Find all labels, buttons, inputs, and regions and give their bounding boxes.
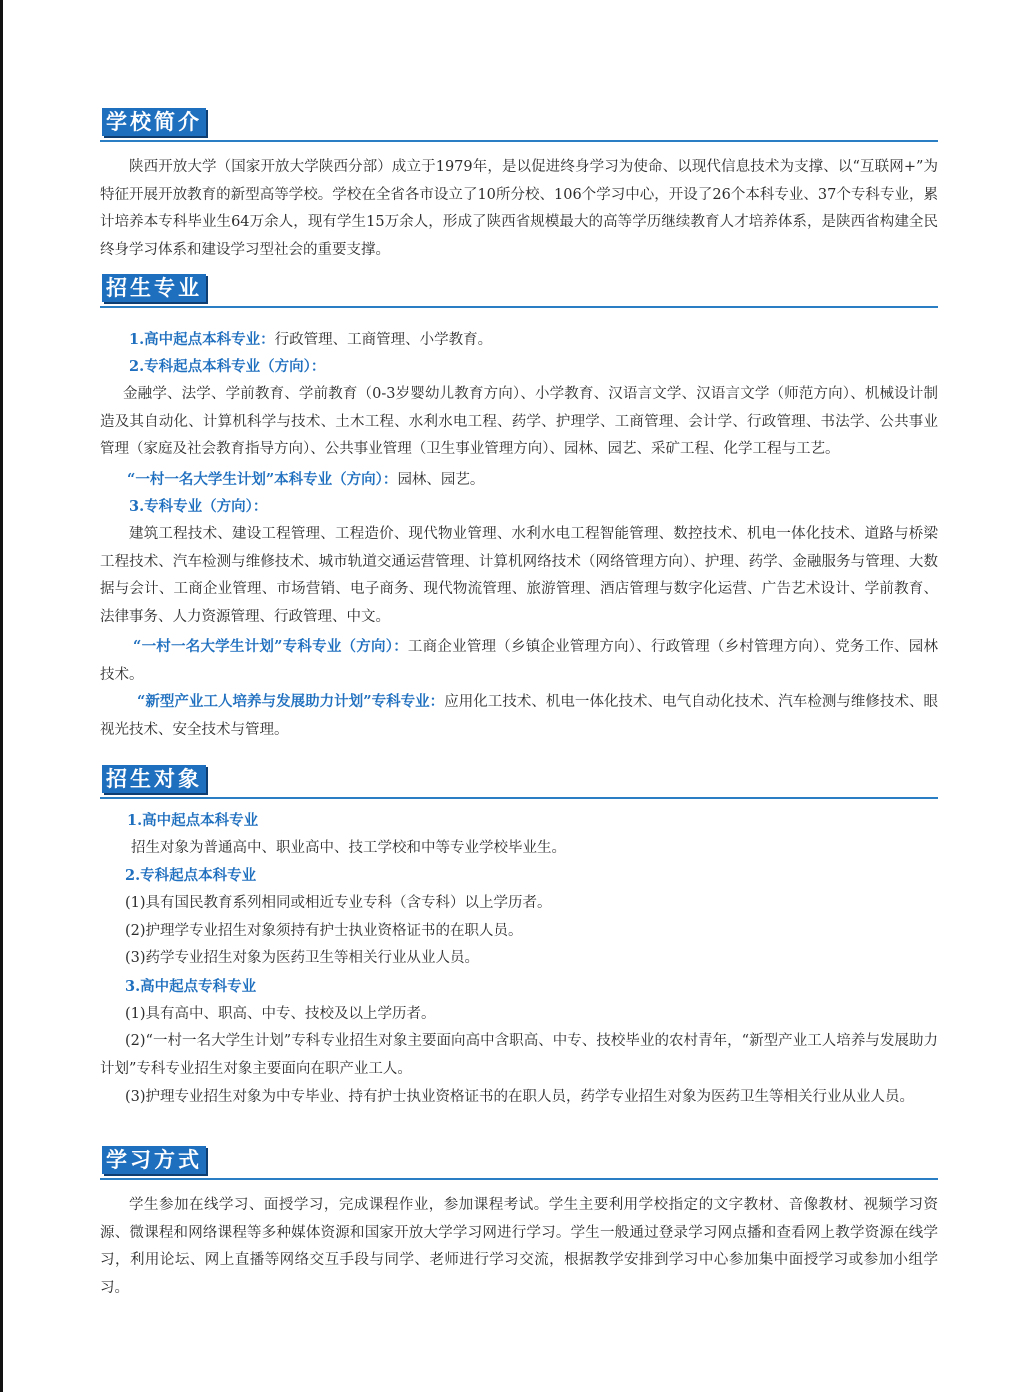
- targets-heading-2: 2.专科起点本科专业: [125, 867, 257, 884]
- majors-item1-text: 行政管理、工商管理、小学教育。: [274, 332, 493, 348]
- targets-heading-3: 3.高中起点专科专业: [125, 978, 257, 995]
- study-paragraph: 学生参加在线学习、面授学习，完成课程作业，参加课程考试。学生主要利用学校指定的文字教材、音像教材、视频学习资源、微课程和网络课程等多种媒体资源和国家开放大学学习网进行学习。学生一般通过登录学习网点播和查看网上教学资源在线学习，利用论坛、网上直播等网络交互手段与同学、老师进行学习交流，根据教学安排到学习中心参加集中面授学习或参加小组学习。: [100, 1197, 938, 1296]
- majors-item2-label: 2.专科起点本科专业（方向）：: [129, 358, 326, 375]
- targets-text-3c: (3)护理专业招生对象为中专毕业、持有护士执业资格证书的在职人员，药学专业招生对象为医药卫生等相关行业从业人员。: [125, 1089, 915, 1105]
- section-header-intro: [100, 108, 938, 142]
- majors-plan3: [100, 688, 938, 744]
- targets-text-3a: (1)具有高中、职高、中专、技校及以上学历者。: [125, 1006, 436, 1022]
- targets-text-2a: (1)具有国民教育系列相同或相近专业专科（含专科）以上学历者。: [125, 895, 552, 911]
- section-title-study: 学习方式: [102, 1146, 206, 1174]
- majors-plan1: [127, 466, 484, 495]
- section-title-intro: 学校简介: [102, 108, 206, 136]
- majors-plan3-text: 应用化工技术、机电一体化技术、电气自动化技术、汽车检测与维修技术、眼视光技术、安全技术与管理。: [100, 694, 939, 738]
- majors-item1: [129, 326, 492, 355]
- targets-text-2b: (2)护理学专业招生对象须持有护士执业资格证书的在职人员。: [125, 923, 523, 939]
- majors-plan1-text: 园林、园艺。: [397, 472, 485, 488]
- targets-text-3b: (2)“一村一名大学生计划”专科专业招生对象主要面向高中含职高、中专、技校毕业的农村青年，“新型产业工人培养与发展助力计划”专科专业招生对象主要面向在职产业工人。: [100, 1033, 938, 1077]
- section-title-targets: 招生对象: [102, 765, 206, 793]
- majors-item3-body: 建筑工程技术、建设工程管理、工程造价、现代物业管理、水利水电工程智能管理、数控技术、机电一体化技术、道路与桥梁工程技术、汽车检测与维修技术、城市轨道交通运营管理、计算机网络技术（网络管理方向）、护理、药学、金融服务与管理、大数据与会计、工商企业管理、市场营销、电子商务、现代物流管理、旅游管理、酒店管理与数字化运营、广告艺术设计、学前教育、法律事务、人力资源管理、行政管理、中文。: [100, 526, 938, 625]
- majors-plan1-label: “一村一名大学生计划”本科专业（方向）：: [127, 471, 398, 488]
- majors-plan2: [100, 633, 938, 689]
- majors-plan2-label: “一村一名大学生计划”专科专业（方向）：: [133, 638, 408, 655]
- page-edge-bar: [0, 0, 3, 1392]
- section-header-targets: [100, 765, 938, 799]
- section-header-majors: [100, 274, 938, 308]
- section-title-majors: 招生专业: [102, 274, 206, 302]
- majors-item3-label: 3.专科专业（方向）：: [129, 498, 268, 515]
- majors-plan3-label: “新型产业工人培养与发展助力计划”专科专业：: [137, 693, 445, 710]
- majors-plan2-text: 工商企业管理（乡镇企业管理方向）、行政管理（乡村管理方向）、党务工作、园林技术。: [100, 639, 938, 683]
- majors-item2-body: 金融学、法学、学前教育、学前教育（0-3岁婴幼儿教育方向）、小学教育、汉语言文学、汉语言文学（师范方向）、机械设计制造及其自动化、计算机科学与技术、土木工程、水利水电工程、药学、护理学、工商管理、会计学、行政管理、书法学、公共事业管理（家庭及社会教育指导方向）、公共事业管理（卫生事业管理方向）、园林、园艺、采矿工程、化学工程与工艺。: [100, 386, 938, 457]
- targets-text-1: 招生对象为普通高中、职业高中、技工学校和中等专业学校毕业生。: [131, 840, 566, 856]
- section-header-study: [100, 1146, 938, 1180]
- targets-text-2c: (3)药学专业招生对象为医药卫生等相关行业从业人员。: [125, 950, 480, 966]
- majors-item1-label: 1.高中起点本科专业：: [129, 331, 275, 348]
- targets-heading-1: 1.高中起点本科专业: [127, 812, 259, 829]
- intro-paragraph: 陕西开放大学（国家开放大学陕西分部）成立于1979年，是以促进终身学习为使命、以现代信息技术为支撑、以“互联网+”为特征开展开放教育的新型高等学校。学校在全省各市设立了10所分校、106个学习中心，开设了26个本科专业、37个专科专业，累计培养本专科毕业生64万余人，现有学生15万余人，形成了陕西省规模最大的高等学历继续教育人才培养体系，是陕西省构建全民终身学习体系和建设学习型社会的重要支撑。: [100, 159, 938, 258]
